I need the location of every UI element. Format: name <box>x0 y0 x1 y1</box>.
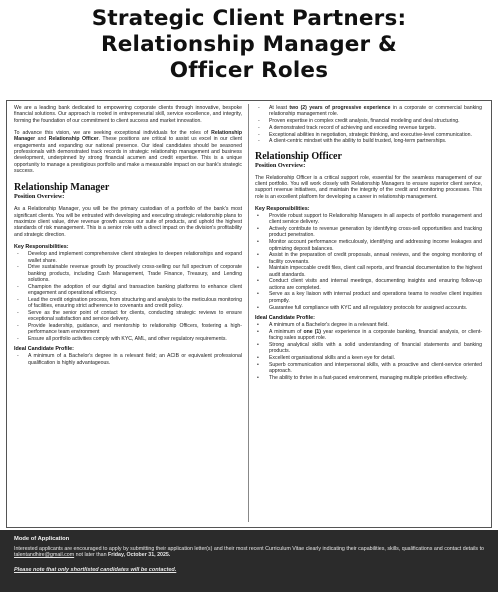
list-item <box>14 353 242 366</box>
intro-paragraph-1: We are a leading bank dedicated to empowering corporate clients through innovative, bespoke financial solutions. Our approach is rooted in entrepreneurial skill, service excellence, and integrity, forming the foundation of our commitment to client success and market innovation. <box>14 105 242 124</box>
list-item <box>255 125 482 131</box>
list-item <box>255 265 482 278</box>
list-item <box>14 323 242 336</box>
application-heading: Mode of Application <box>14 536 70 542</box>
rm-overview-text: As a Relationship Manager, you will be the primary custodian of a portfolio of the bank's most significant clients. You will be entrusted with developing and executing strategic relationship plans to maximize client value, drive revenue growth across our suite of products, and uphold the highest standards of risk management. This is a senior role with a direct impact on the division's profitability and strategic direction. <box>14 206 242 238</box>
ro-profile-list <box>255 322 482 381</box>
rm-profile-list-continued <box>255 105 482 145</box>
list-item-text: Lead the credit origination process, from structuring and analysis to the meticulous monitoring of facilities, ensuring strict adherence to covenants and credit policy. <box>28 296 242 310</box>
intro-p2-text-a: To advance this vision, we are seeking exceptional individuals for the roles of <box>14 130 212 137</box>
dash-bullet: - <box>17 335 19 342</box>
rm-profile-list <box>14 353 242 366</box>
list-item <box>255 138 482 144</box>
list-item <box>255 322 482 328</box>
intro-p2-role-2: Relationship Officer <box>48 136 99 143</box>
application-email-link[interactable]: talentandhire@gmail.com <box>14 552 75 559</box>
bullet: • <box>257 239 259 246</box>
rm-responsibilities-heading: Key Responsibilities: <box>14 244 69 251</box>
list-item-text: A minimum of a Bachelor's degree in a relevant field; an ACIB or equivalent professional qualification is highly advantageous. <box>28 353 242 366</box>
ro-profile-heading: Ideal Candidate Profile: <box>255 314 315 321</box>
list-item-text: Assist in the preparation of credit proposals, annual reviews, and the ongoing monitoring of facility covenants. <box>269 252 482 265</box>
bullet: • <box>257 321 259 328</box>
list-item <box>14 310 242 323</box>
intro-p2-and: and <box>35 136 49 143</box>
list-item <box>255 278 482 291</box>
page-title-line-3: Officer Roles <box>169 58 329 83</box>
intro-p2-text-c: . These positions are critical to assist us excel in our client engagements and expanding our national presence. Our ideal candidates should be seasoned professionals with demonstrated track records in strategic relationship management and business development, underpinned by strong financial acumen and credit expertise. This is a unique opportunity to manage a prestigious portfolio and make a measurable impact on our bank's strategic success. <box>14 136 242 175</box>
list-item-text: Ensure all portfolio activities comply with KYC, AML, and other regulatory requirements. <box>28 335 227 342</box>
dash-bullet: - <box>258 118 260 125</box>
bullet: • <box>257 265 259 272</box>
list-item-text: Excellent organisational skills and a keen eye for detail. <box>269 354 396 361</box>
dash-bullet: - <box>17 353 19 360</box>
bullet: • <box>257 252 259 259</box>
list-item-text: Champion the adoption of our digital and transaction banking platforms to enhance client engagement and operational efficiency. <box>28 283 242 296</box>
list-item-text: Serve as a key liaison with internal product and operations teams to resolve client inquiries promptly. <box>269 291 482 304</box>
list-item-emphasis: two (2) years of progressive experience <box>289 105 391 111</box>
list-item-text: A demonstrated track record of achieving and exceeding revenue targets. <box>269 124 436 131</box>
dash-bullet: - <box>258 105 260 111</box>
list-item <box>255 239 482 252</box>
page-title-line-2: Relationship Manager & <box>100 32 397 57</box>
shortlist-note: Please note that only shortlisted candidates will be contacted. <box>14 566 177 573</box>
list-item <box>255 252 482 265</box>
list-item <box>255 226 482 239</box>
list-item-text: Maintain impeccable credit files, client call reports, and financial documentation to the highest audit standards. <box>269 265 482 278</box>
list-item <box>255 305 482 311</box>
list-item <box>255 118 482 124</box>
right-column <box>255 105 482 383</box>
dash-bullet: - <box>258 124 260 131</box>
list-item <box>255 375 482 381</box>
bullet: • <box>257 361 259 368</box>
application-text-b: not later than <box>74 552 109 559</box>
intro-paragraph-2 <box>14 130 242 174</box>
list-item-text: At least <box>269 105 290 111</box>
list-item-text: A client-centric mindset with the ability to build trusted, long-term partnerships. <box>269 138 447 145</box>
list-item-text: Drive sustainable revenue growth by proactively cross-selling our full spectrum of corporate banking products, including Cash Management, Trade Finance, Treasury, and Lending solutions. <box>28 264 242 283</box>
list-item <box>255 329 482 342</box>
ro-section-title: Relationship Officer <box>255 150 342 162</box>
list-item-text: Conduct client visits and internal meetings, documenting insights and ensuring follow-up actions are completed. <box>269 278 482 291</box>
application-text-a: Interested applicants are encouraged to apply by submitting their application letter(s) and their most recent Curriculum Vitae clearly indicating their capabilities, skills, qualifications and contact details to <box>14 545 484 552</box>
dash-bullet: - <box>17 264 19 271</box>
ro-responsibilities-list <box>255 213 482 311</box>
dash-bullet: - <box>258 138 260 145</box>
dash-bullet: - <box>258 131 260 138</box>
left-column <box>14 105 242 368</box>
list-item <box>14 284 242 297</box>
application-footer <box>0 530 498 592</box>
list-item-text: The ability to thrive in a fast-paced environment, managing multiple priorities effectively. <box>269 374 468 381</box>
bullet: • <box>257 278 259 285</box>
list-item-text: Actively contribute to revenue generation by identifying cross-sell opportunities and tracking product penetration. <box>269 226 482 239</box>
dash-bullet: - <box>17 251 19 258</box>
list-item <box>255 342 482 355</box>
list-item-text: Provide robust support to Relationship Managers in all aspects of portfolio management and client service delivery. <box>269 213 482 226</box>
list-item-text: Superb communication and interpersonal skills, with a proactive and client-service oriented approach. <box>269 361 482 374</box>
list-item-text: Monitor account performance meticulously, identifying and addressing income leakages and optimizing deposit balances. <box>269 239 482 252</box>
list-item-text: Serve as the senior point of contact for clients, conducting strategic reviews to ensure exceptional satisfaction and service delivery. <box>28 309 242 323</box>
bullet: • <box>257 226 259 233</box>
bullet: • <box>257 374 259 381</box>
list-item-text: Proven expertise in complex credit analysis, financial modeling and deal structuring. <box>269 118 460 125</box>
list-item <box>255 213 482 226</box>
ro-overview-text: The Relationship Officer is a critical support role, essential for the seamless management of our client portfolio. You will work closely with Relationship Managers to ensure superior client service, support revenue initiatives, and maintain the integrity of the credit and monitoring processes. This role is an excellent platform for developing a career in relationship management. <box>255 174 482 200</box>
list-item-text: Guarantee full compliance with KYC and all regulatory protocols for assigned accounts. <box>269 304 468 311</box>
list-item <box>14 336 242 342</box>
application-deadline: Friday, October 31, 2025. <box>108 552 171 559</box>
list-item <box>14 264 242 283</box>
rm-section-title: Relationship Manager <box>14 182 110 194</box>
dash-bullet: - <box>17 296 19 303</box>
list-item-text: Exceptional abilities in negotiation, strategic thinking, and executive-level communication. <box>269 131 472 138</box>
bullet: • <box>257 328 259 335</box>
rm-overview-heading: Position Overview: <box>14 193 65 201</box>
list-item <box>255 105 482 118</box>
rm-responsibilities-list <box>14 251 242 342</box>
ro-responsibilities-heading: Key Responsibilities: <box>255 206 310 212</box>
list-item-text: A minimum of a Bachelor's degree in a relevant field. <box>269 321 389 328</box>
bullet: • <box>257 354 259 361</box>
dash-bullet: - <box>17 309 19 316</box>
list-item <box>14 251 242 264</box>
list-item <box>255 355 482 361</box>
list-item-text: Develop and implement comprehensive client strategies to deepen relationships and expand wallet share. <box>28 251 242 264</box>
list-item-text: in a corporate or commercial banking relationship management role. <box>269 105 482 118</box>
dash-bullet: - <box>17 322 19 329</box>
page-header <box>0 0 498 100</box>
list-item-emphasis: one (1) <box>303 328 321 335</box>
dash-bullet: - <box>17 283 19 290</box>
intro-p2-role-1: Relationship Manager <box>14 130 242 143</box>
list-item-text: A minimum of <box>269 328 304 335</box>
list-item <box>255 362 482 375</box>
bullet: • <box>257 341 259 348</box>
list-item-text: Provide leadership, guidance, and mentorship to relationship Officers, fostering a high-performance team environment <box>28 322 242 336</box>
list-item <box>14 297 242 310</box>
list-item-text: year experience in a corporate banking, financial analysis, or client-facing sales support role. <box>269 328 482 341</box>
bullet: • <box>257 213 259 219</box>
page-title-line-1: Strategic Client Partners: <box>91 6 407 31</box>
list-item <box>255 291 482 304</box>
rm-profile-heading: Ideal Candidate Profile: <box>14 346 74 353</box>
list-item <box>255 132 482 138</box>
list-item-text: Strong analytical skills with a solid understanding of financial statements and banking products. <box>269 341 482 355</box>
application-instructions <box>14 546 484 559</box>
bullet: • <box>257 304 259 311</box>
bullet: • <box>257 291 259 298</box>
ro-overview-heading: Position Overview: <box>255 161 306 169</box>
column-divider <box>248 104 249 522</box>
